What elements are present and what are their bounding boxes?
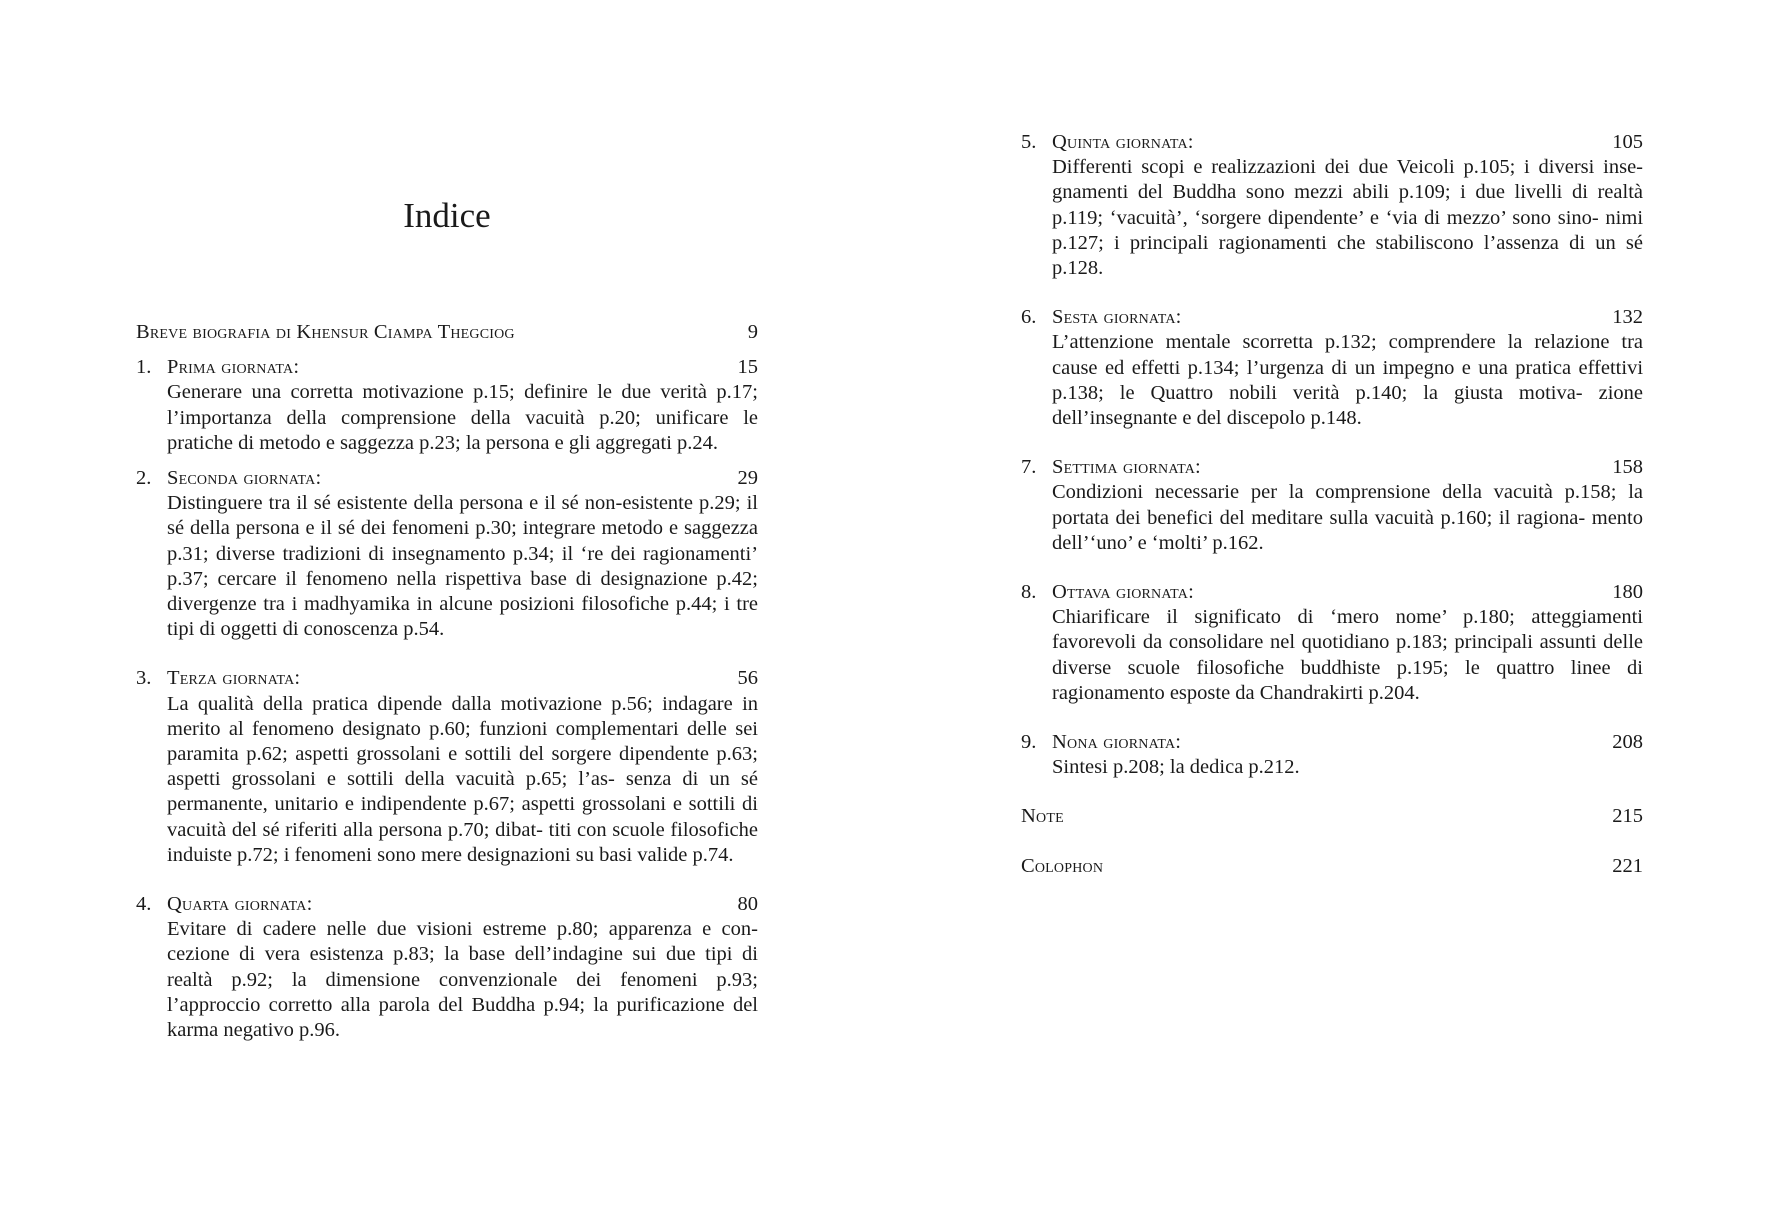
chapter-heading: Ottava giornata:: [1052, 581, 1194, 604]
toc-entry-label: Note: [1021, 805, 1064, 828]
toc-right-column: [1021, 130, 1643, 879]
chapter-summary: Evitare di cadere nelle due visioni estreme p.80; apparenza e con- cezione di vera esistenza p.83; la base dell’indagine sui due tipi di realtà p.92; la dimensione convenzionale dei fenomeni p.93; l’approccio corretto alla parola del Buddha p.94; la purificazione del karma negativo p.96.: [167, 918, 758, 1042]
chapter-heading: Terza giornata:: [167, 667, 301, 690]
toc-entry-label: Colophon: [1021, 854, 1104, 877]
chapter-number: 6.: [1021, 306, 1037, 329]
chapter-summary: Sintesi p.208; la dedica p.212.: [1052, 756, 1300, 779]
toc-entry-chapter-3[interactable]: [136, 666, 758, 868]
chapter-page: 15: [737, 356, 758, 379]
toc-left-column: [136, 320, 758, 1043]
toc-entry-chapter-9[interactable]: [1021, 730, 1643, 780]
toc-entry-page: 221: [1612, 854, 1643, 877]
chapter-number: 1.: [136, 356, 152, 379]
toc-entry-chapter-6[interactable]: [1021, 305, 1643, 431]
chapter-page: 132: [1612, 306, 1643, 329]
chapter-summary: Differenti scopi e realizzazioni dei due Veicoli p.105; i diversi inse- gnamenti del Buddha sono mezzi abili p.109; i due livelli di realtà p.119; ‘vacuità’, ‘sorgere dipendente’ e ‘via di mezzo’ sono sino- nimi p.127; i principali ragionamenti che stabiliscono l’assenza di un sé p.128.: [1052, 156, 1644, 280]
toc-entry-chapter-4[interactable]: [136, 892, 758, 1043]
chapter-summary: L’attenzione mentale scorretta p.132; comprendere la relazione tra cause ed effetti p.134; l’urgenza di un impegno e una pratica effettivi p.138; le Quattro nobili verità p.140; la giusta motiva- zione dell’insegnante e del discepolo p.148.: [1052, 331, 1644, 430]
toc-entry-chapter-8[interactable]: [1021, 580, 1643, 706]
chapter-number: 3.: [136, 667, 152, 690]
chapter-number: 4.: [136, 893, 152, 916]
chapter-number: 2.: [136, 467, 152, 490]
chapter-page: 80: [737, 893, 758, 916]
chapter-heading: Quinta giornata:: [1052, 131, 1194, 153]
toc-entry-label: Breve biografia di Khensur Ciampa Thegciog: [136, 321, 515, 343]
toc-entry-page: 215: [1612, 805, 1643, 828]
chapter-page: 180: [1612, 581, 1643, 604]
chapter-number: 7.: [1021, 456, 1037, 479]
chapter-heading: Settima giornata:: [1052, 456, 1201, 479]
toc-entry-chapter-1[interactable]: [136, 355, 758, 456]
toc-entry-page: 9: [747, 321, 758, 343]
chapter-heading: Quarta giornata:: [167, 893, 313, 916]
chapter-number: 8.: [1021, 581, 1037, 604]
chapter-summary: La qualità della pratica dipende dalla motivazione p.56; indagare in merito al fenomeno designato p.60; funzioni complementari delle sei paramita p.62; aspetti grossolani e sottili del sorgere dipendente p.63; aspetti grossolani e sottili della vacuità p.65; l’as- senza di un sé permanente, unitario e indipendente p.67; aspetti grossolani e sottili di vacuità del sé riferiti alla persona p.70; dibat- titi con scuole filosofiche induiste p.72; i fenomeni sono mere designazioni su basi valide p.74.: [167, 692, 759, 866]
chapter-page: 29: [737, 467, 758, 490]
chapter-number: 5.: [1021, 131, 1037, 153]
chapter-number: 9.: [1021, 731, 1037, 754]
toc-entry-chapter-5[interactable]: [1021, 130, 1643, 281]
chapter-heading: Seconda giornata:: [167, 467, 322, 490]
chapter-summary: Distinguere tra il sé esistente della persona e il sé non-esistente p.29; il sé della persona e il sé dei fenomeni p.30; integrare metodo e saggezza p.31; diverse tradizioni di insegnamento p.34; il ‘re dei ragionamenti’ p.37; cercare il fenomeno nella rispettiva base di designazione p.42; divergenze tra i madhyamika in alcune posizioni filosofiche p.44; i tre tipi di oggetti di conoscenza p.54.: [167, 492, 759, 641]
chapter-page: 208: [1612, 731, 1643, 754]
toc-entry-note[interactable]: [1021, 804, 1643, 829]
toc-entry-chapter-7[interactable]: [1021, 455, 1643, 556]
chapter-page: 105: [1612, 131, 1643, 153]
toc-entry-chapter-2[interactable]: [136, 466, 758, 642]
chapter-page: 158: [1612, 456, 1643, 479]
left-page: [0, 0, 885, 1228]
chapter-page: 56: [737, 667, 758, 690]
chapter-summary: Condizioni necessarie per la comprensione della vacuità p.158; la portata dei benefici del meditare sulla vacuità p.160; il ragiona- mento dell’‘uno’ e ‘molti’ p.162.: [1052, 481, 1643, 554]
chapter-summary: Chiarificare il significato di ‘mero nome’ p.180; atteggiamenti favorevoli da consolidare nel quotidiano p.183; principali assunti delle diverse scuole filosofiche buddhiste p.195; le quattro linee di ragionamento esposte da Chandrakirti p.204.: [1052, 606, 1644, 704]
chapter-heading: Prima giornata:: [167, 356, 300, 379]
page-title: Indice: [403, 196, 491, 235]
chapter-heading: Sesta giornata:: [1052, 306, 1182, 329]
right-page: [885, 0, 1771, 1228]
chapter-summary: Generare una corretta motivazione p.15; definire le due verità p.17; l’importanza della comprensione della vacuità p.20; unificare le pratiche di metodo e saggezza p.23; la persona e gli aggregati p.24.: [167, 381, 758, 454]
chapter-heading: Nona giornata:: [1052, 731, 1182, 754]
toc-entry-intro[interactable]: [136, 320, 758, 345]
toc-entry-colophon[interactable]: [1021, 854, 1643, 879]
